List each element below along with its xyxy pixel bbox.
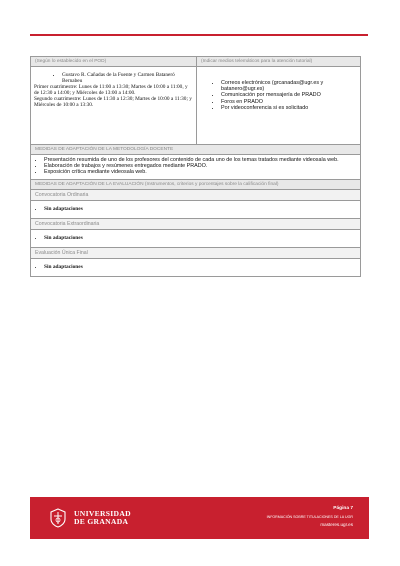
first-term-schedule: Primer cuatrimestre: Lunes de 11:00 a 13:30; Martes de 10:00 a 11:00, y de 12:30 a 14:00; y Miércoles de 13:00 a 14:00.	[34, 84, 188, 96]
footer-info-text: INFORMACIÓN SOBRE TITULACIONES DE LA UGR	[266, 515, 353, 519]
telematic-means-cell	[197, 67, 361, 145]
ordinary-exam-title: Convocatoria Ordinaria	[31, 189, 361, 200]
page-footer	[30, 497, 369, 539]
tutors-item: • Gustavo R. Cañadas de la Fuente y Carmen Bataneró Bernabeu	[62, 72, 193, 84]
single-final-exam-cell	[31, 258, 361, 276]
methodology-cell	[31, 155, 361, 180]
list-item: • Sin adaptaciones	[44, 206, 356, 212]
list-item: • Comunicación por mensajería de PRADO	[221, 92, 356, 98]
list-item: • Sin adaptaciones	[44, 235, 356, 241]
list-item: • Exposición crítica mediante videosala web.	[44, 169, 356, 175]
list-item: • Elaboración de trabajos y resúmenes entregados mediante PRADO.	[44, 163, 356, 169]
university-name	[74, 510, 131, 527]
university-name-line1: UNIVERSIDAD	[74, 509, 131, 518]
extraordinary-exam-cell	[31, 229, 361, 247]
second-term-schedule: Segundo cuatrimestre: Lunes de 11:30 a 12:30; Martes de 10:00 a 11:30; y Miércoles de 10:00 a 13:30.	[34, 96, 192, 108]
list-item: • Sin adaptaciones	[44, 264, 356, 270]
header-telematic: (Indicar medios telemáticos para la atención tutorial)	[197, 57, 361, 67]
adaptation-table	[30, 56, 361, 277]
tutoring-schedule-cell	[31, 67, 197, 145]
list-item: • Presentación resumida de uno de los profesores del contenido de cada uno de los temas tratados mediante videosala web.	[44, 157, 356, 163]
list-item: • Por videoconferencia si es solicitado	[221, 105, 356, 111]
list-item: • Foros en PRADO	[221, 99, 356, 105]
footer-site-link[interactable]: masteres.ugr.es	[320, 522, 353, 527]
header-pod: (Según lo establecido en el POD)	[31, 57, 197, 67]
single-final-exam-title: Evaluación Única Final	[31, 247, 361, 258]
evaluation-header: MEDIDAS DE ADAPTACIÓN DE LA EVALUACIÓN (Instrumentos, criterios y porcentajes sobre la calificación final)	[31, 179, 361, 189]
list-item: • Correos electrónicos (grcanadas@ugr.es y batanero@ugr.es)	[221, 80, 356, 92]
methodology-header: MEDIDAS DE ADAPTACIÓN DE LA METODOLOGÍA DOCENTE	[31, 145, 361, 155]
page-number: Página 7	[333, 506, 353, 511]
university-name-line2: DE GRANADA	[74, 517, 129, 527]
university-crest-icon	[48, 508, 68, 528]
extraordinary-exam-title: Convocatoria Extraordinaria	[31, 218, 361, 229]
header-rule	[30, 34, 368, 36]
ordinary-exam-cell	[31, 200, 361, 218]
